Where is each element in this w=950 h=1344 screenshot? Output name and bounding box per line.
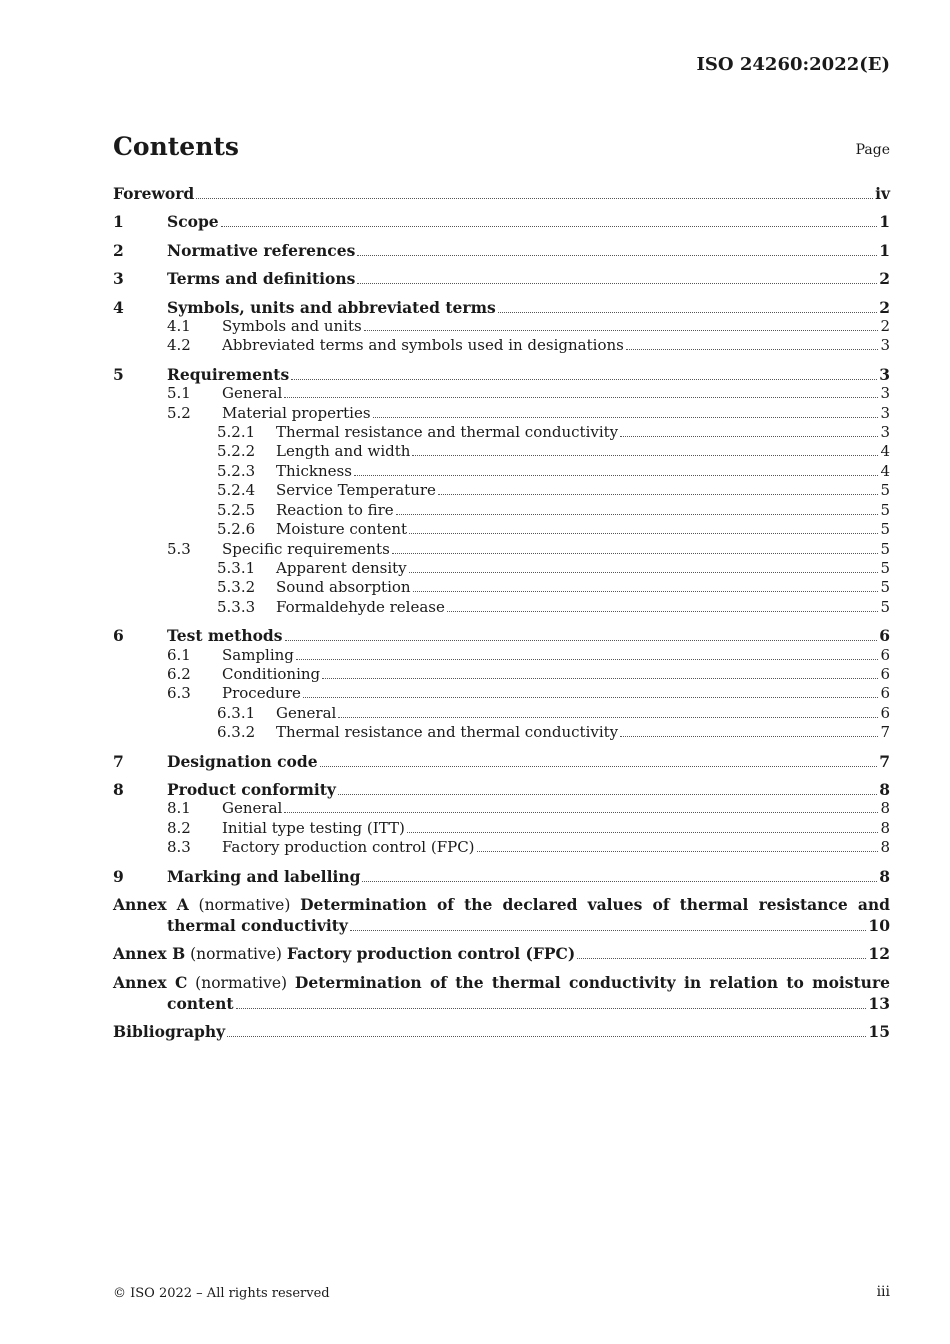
annex-heading: [113, 895, 890, 916]
toc-entry-title: Moisture content: [276, 520, 408, 539]
dot-leader: [291, 378, 877, 380]
toc-entry-title: General: [222, 384, 283, 403]
annex-title: Factory production control (FPC): [286, 944, 576, 963]
toc-entry-page: 12: [868, 944, 890, 963]
toc-entry-title: Formaldehyde release: [276, 597, 445, 616]
toc-entry-page: 7: [879, 751, 890, 771]
toc-entry-section-8-3[interactable]: [113, 838, 890, 857]
toc-entry-title: Length and width: [276, 442, 411, 461]
toc-entry-number: 9: [113, 866, 124, 886]
toc-entry-number: 5: [113, 364, 124, 384]
toc-entry-number: 5.2.4: [217, 481, 256, 500]
dot-leader: [620, 735, 878, 737]
toc-entry-number: 4.2: [167, 336, 191, 355]
toc-entry-page: 6: [880, 645, 890, 664]
toc-entry-page: 6: [880, 664, 890, 683]
toc-entry-title: Conditioning: [222, 664, 321, 683]
dot-leader: [438, 493, 879, 495]
dot-leader: [196, 197, 873, 199]
toc-entry-number: 3: [113, 269, 124, 289]
toc-entry-section-2[interactable]: [113, 241, 890, 260]
toc-entry-foreword[interactable]: [113, 184, 890, 203]
toc-entry-section-5-1[interactable]: [113, 384, 890, 403]
toc-entry-page: 6: [880, 703, 890, 722]
dot-leader: [620, 435, 878, 437]
toc-entry-section-5-3-2[interactable]: [113, 578, 890, 597]
toc-entry-page: 5: [880, 520, 890, 539]
toc-entry-section-7[interactable]: [113, 752, 890, 771]
toc-entry-page: 5: [880, 578, 890, 597]
toc-entry-number: 6.2: [167, 664, 191, 683]
toc-entry-page: 6: [880, 684, 890, 703]
toc-entry-page: 5: [880, 558, 890, 577]
annex-title-continued: thermal conductivity: [167, 915, 348, 935]
toc-entry-number: 5.3.2: [217, 578, 256, 597]
toc-entry-title: Factory production control (FPC): [222, 838, 475, 857]
toc-entry-title: Test methods: [167, 626, 283, 646]
toc-entry-number: 6: [113, 626, 124, 646]
toc-entry-title: Initial type testing (ITT): [222, 818, 405, 837]
dot-leader: [357, 254, 877, 256]
toc-entry-annex-a[interactable]: [113, 895, 890, 935]
toc-entry-section-5-2-3[interactable]: [113, 462, 890, 481]
annex-type: (normative): [190, 945, 282, 963]
dot-leader: [303, 696, 879, 698]
dot-leader: [338, 716, 878, 718]
toc-entry-section-1[interactable]: [113, 212, 890, 231]
toc-entry-number: 6.1: [167, 645, 191, 664]
toc-entry-title: Apparent density: [276, 558, 407, 577]
toc-entry-number: 5.2.6: [217, 520, 256, 539]
toc-entry-section-6-3[interactable]: [113, 684, 890, 703]
document-id: ISO 24260:2022(E): [696, 54, 890, 75]
toc-entry-page: 8: [879, 866, 890, 886]
toc-entry-title: Terms and definitions: [167, 269, 356, 289]
toc-entry-section-8[interactable]: [113, 780, 890, 799]
copyright-notice: © ISO 2022 – All rights reserved: [113, 1286, 330, 1301]
dot-leader: [285, 639, 878, 641]
toc-entry-title: Material properties: [222, 403, 371, 422]
toc-entry-section-6-1[interactable]: [113, 646, 890, 665]
dot-leader: [392, 552, 879, 554]
toc-entry-bibliography[interactable]: [113, 1022, 890, 1041]
dot-leader: [373, 416, 879, 418]
toc-entry-page: 10: [868, 915, 890, 935]
toc-entry-section-5-3[interactable]: [113, 540, 890, 559]
annex-label: Annex B: [113, 944, 186, 963]
annex-continuation: [113, 994, 890, 1014]
toc-entry-number: 4: [113, 297, 124, 317]
toc-entry-section-8-1[interactable]: [113, 799, 890, 818]
toc-entry-number: 6.3.2: [217, 723, 256, 742]
dot-leader: [407, 831, 879, 833]
toc-entry-title: Sampling: [222, 645, 294, 664]
toc-entry-number: 5.3.1: [217, 558, 256, 577]
page-column-label: Page: [855, 142, 890, 158]
toc-entry-title: Specific requirements: [222, 539, 390, 558]
toc-entry-page: 5: [880, 539, 890, 558]
toc-entry-page: iv: [875, 184, 890, 203]
toc-entry-title: Foreword: [113, 184, 195, 203]
dot-leader: [412, 454, 878, 456]
toc-entry-title: Thermal resistance and thermal conductivity: [276, 423, 619, 442]
toc-entry-page: 5: [880, 597, 890, 616]
toc-entry-section-6[interactable]: [113, 626, 890, 645]
toc-entry-section-4-2[interactable]: [113, 336, 890, 355]
dot-leader: [396, 513, 879, 515]
toc-entry-title: Symbols and units: [222, 317, 362, 336]
dot-leader: [357, 282, 877, 284]
toc-entry-section-5[interactable]: [113, 365, 890, 384]
toc-entry-title: Thermal resistance and thermal conductivity: [276, 723, 619, 742]
toc-entry-section-5-3-3[interactable]: [113, 598, 890, 617]
toc-entry-title: Thickness: [276, 461, 352, 480]
toc-entry-page: 15: [868, 1022, 890, 1042]
toc-entry-number: 5.3: [167, 539, 191, 558]
toc-entry-annex-c[interactable]: [113, 973, 890, 1013]
page-number: iii: [876, 1284, 890, 1300]
dot-leader: [409, 532, 878, 534]
dot-leader: [236, 1007, 867, 1009]
toc-entry-number: 5.2.1: [217, 423, 256, 442]
toc-entry-title: Marking and labelling: [167, 866, 361, 886]
toc-entry-title: General: [222, 799, 283, 818]
toc-entry-number: 8.2: [167, 818, 191, 837]
toc-entry-page: 3: [880, 423, 890, 442]
toc-entry-number: 6.3.1: [217, 703, 256, 722]
dot-leader: [320, 765, 878, 767]
toc-entry-title: Procedure: [222, 684, 301, 703]
dot-leader: [577, 957, 866, 959]
dot-leader: [413, 590, 879, 592]
toc-entry-page: 3: [880, 403, 890, 422]
toc-entry-title: Service Temperature: [276, 481, 436, 500]
toc-entry-number: 1: [113, 212, 124, 232]
toc-entry-page: 5: [880, 481, 890, 500]
toc-entry-number: 5.2: [167, 403, 191, 422]
dot-leader: [322, 677, 878, 679]
dot-leader: [364, 329, 879, 331]
toc-entry-page: 7: [880, 723, 890, 742]
toc-entry-page: 5: [880, 500, 890, 519]
toc-entry-title: Bibliography: [113, 1022, 226, 1042]
toc-entry-page: 2: [879, 269, 890, 289]
toc-entry-number: 6.3: [167, 684, 191, 703]
dot-leader: [354, 474, 879, 476]
dot-leader: [362, 880, 877, 882]
dot-leader: [221, 225, 878, 227]
dot-leader: [338, 793, 877, 795]
toc-entry-section-5-2[interactable]: [113, 404, 890, 423]
dot-leader: [447, 610, 879, 612]
toc-entry-title: Symbols, units and abbreviated terms: [167, 297, 496, 317]
toc-entry-page: 8: [880, 799, 890, 818]
toc-entry-page: 2: [879, 297, 890, 317]
toc-entry-page: 3: [880, 384, 890, 403]
annex-heading: [113, 973, 890, 994]
annex-heading: [113, 944, 575, 964]
dot-leader: [409, 571, 879, 573]
toc-entry-title: Requirements: [167, 364, 290, 384]
toc-entry-section-4[interactable]: [113, 298, 890, 317]
toc-entry-title: Abbreviated terms and symbols used in designations: [222, 336, 624, 355]
dot-leader: [227, 1035, 866, 1037]
toc-entry-title: General: [276, 703, 337, 722]
toc-entry-section-4-1[interactable]: [113, 317, 890, 336]
toc-entry-page: 13: [868, 993, 890, 1013]
annex-type: (normative): [198, 896, 291, 914]
annex-label: Annex A: [113, 895, 189, 914]
toc-entry-number: 2: [113, 240, 124, 260]
toc-entry-number: 5.3.3: [217, 597, 256, 616]
toc-entry-page: 8: [880, 838, 890, 857]
dot-leader: [296, 658, 879, 660]
toc-entry-section-6-3-1[interactable]: [113, 704, 890, 723]
toc-entry-section-5-2-1[interactable]: [113, 423, 890, 442]
toc-entry-title: Product conformity: [167, 779, 336, 799]
toc-entry-page: 1: [879, 212, 890, 232]
toc-entry-section-5-2-2[interactable]: [113, 442, 890, 461]
toc-entry-page: 1: [879, 240, 890, 260]
page-title: Contents: [113, 132, 240, 161]
toc-entry-section-6-2[interactable]: [113, 665, 890, 684]
toc-entry-number: 5.2.2: [217, 442, 256, 461]
toc-entry-number: 5.1: [167, 384, 191, 403]
annex-type: (normative): [195, 974, 288, 993]
table-of-contents: [113, 184, 890, 1042]
toc-entry-section-5-2-6[interactable]: [113, 520, 890, 539]
dot-leader: [284, 811, 878, 813]
toc-entry-section-5-2-5[interactable]: [113, 501, 890, 520]
toc-entry-title: Designation code: [167, 751, 318, 771]
toc-entry-number: 5.2.5: [217, 500, 256, 519]
toc-entry-section-3[interactable]: [113, 269, 890, 288]
toc-entry-section-6-3-2[interactable]: [113, 723, 890, 742]
toc-entry-number: 8: [113, 779, 124, 799]
annex-title: Determination of the thermal conductivity in relation to moisture: [294, 973, 890, 993]
annex-label: Annex C: [113, 973, 188, 993]
toc-entry-number: 8.3: [167, 838, 191, 857]
toc-entry-title: Reaction to fire: [276, 500, 394, 519]
toc-entry-number: 8.1: [167, 799, 191, 818]
dot-leader: [626, 348, 879, 350]
annex-continuation: [113, 916, 890, 936]
toc-entry-section-9[interactable]: [113, 867, 890, 886]
dot-leader: [284, 396, 878, 398]
toc-entry-page: 2: [880, 317, 890, 336]
annex-title-continued: content: [167, 993, 234, 1013]
toc-entry-section-8-2[interactable]: [113, 819, 890, 838]
toc-entry-section-5-3-1[interactable]: [113, 559, 890, 578]
toc-entry-page: 3: [879, 364, 890, 384]
toc-entry-page: 8: [879, 779, 890, 799]
toc-entry-page: 6: [879, 626, 890, 646]
toc-entry-title: Normative references: [167, 240, 356, 260]
toc-entry-number: 7: [113, 751, 124, 771]
toc-entry-page: 3: [880, 336, 890, 355]
toc-entry-title: Scope: [167, 212, 219, 232]
toc-entry-number: 5.2.3: [217, 461, 256, 480]
dot-leader: [477, 850, 879, 852]
toc-entry-title: Sound absorption: [276, 578, 411, 597]
toc-entry-page: 8: [880, 818, 890, 837]
toc-entry-annex-b[interactable]: [113, 944, 890, 964]
toc-entry-page: 4: [880, 461, 890, 480]
toc-entry-section-5-2-4[interactable]: [113, 481, 890, 500]
toc-entry-page: 4: [880, 442, 890, 461]
dot-leader: [350, 929, 867, 931]
toc-entry-number: 4.1: [167, 317, 191, 336]
annex-title: Determination of the declared values of thermal resistance and: [300, 895, 891, 914]
dot-leader: [498, 311, 878, 313]
